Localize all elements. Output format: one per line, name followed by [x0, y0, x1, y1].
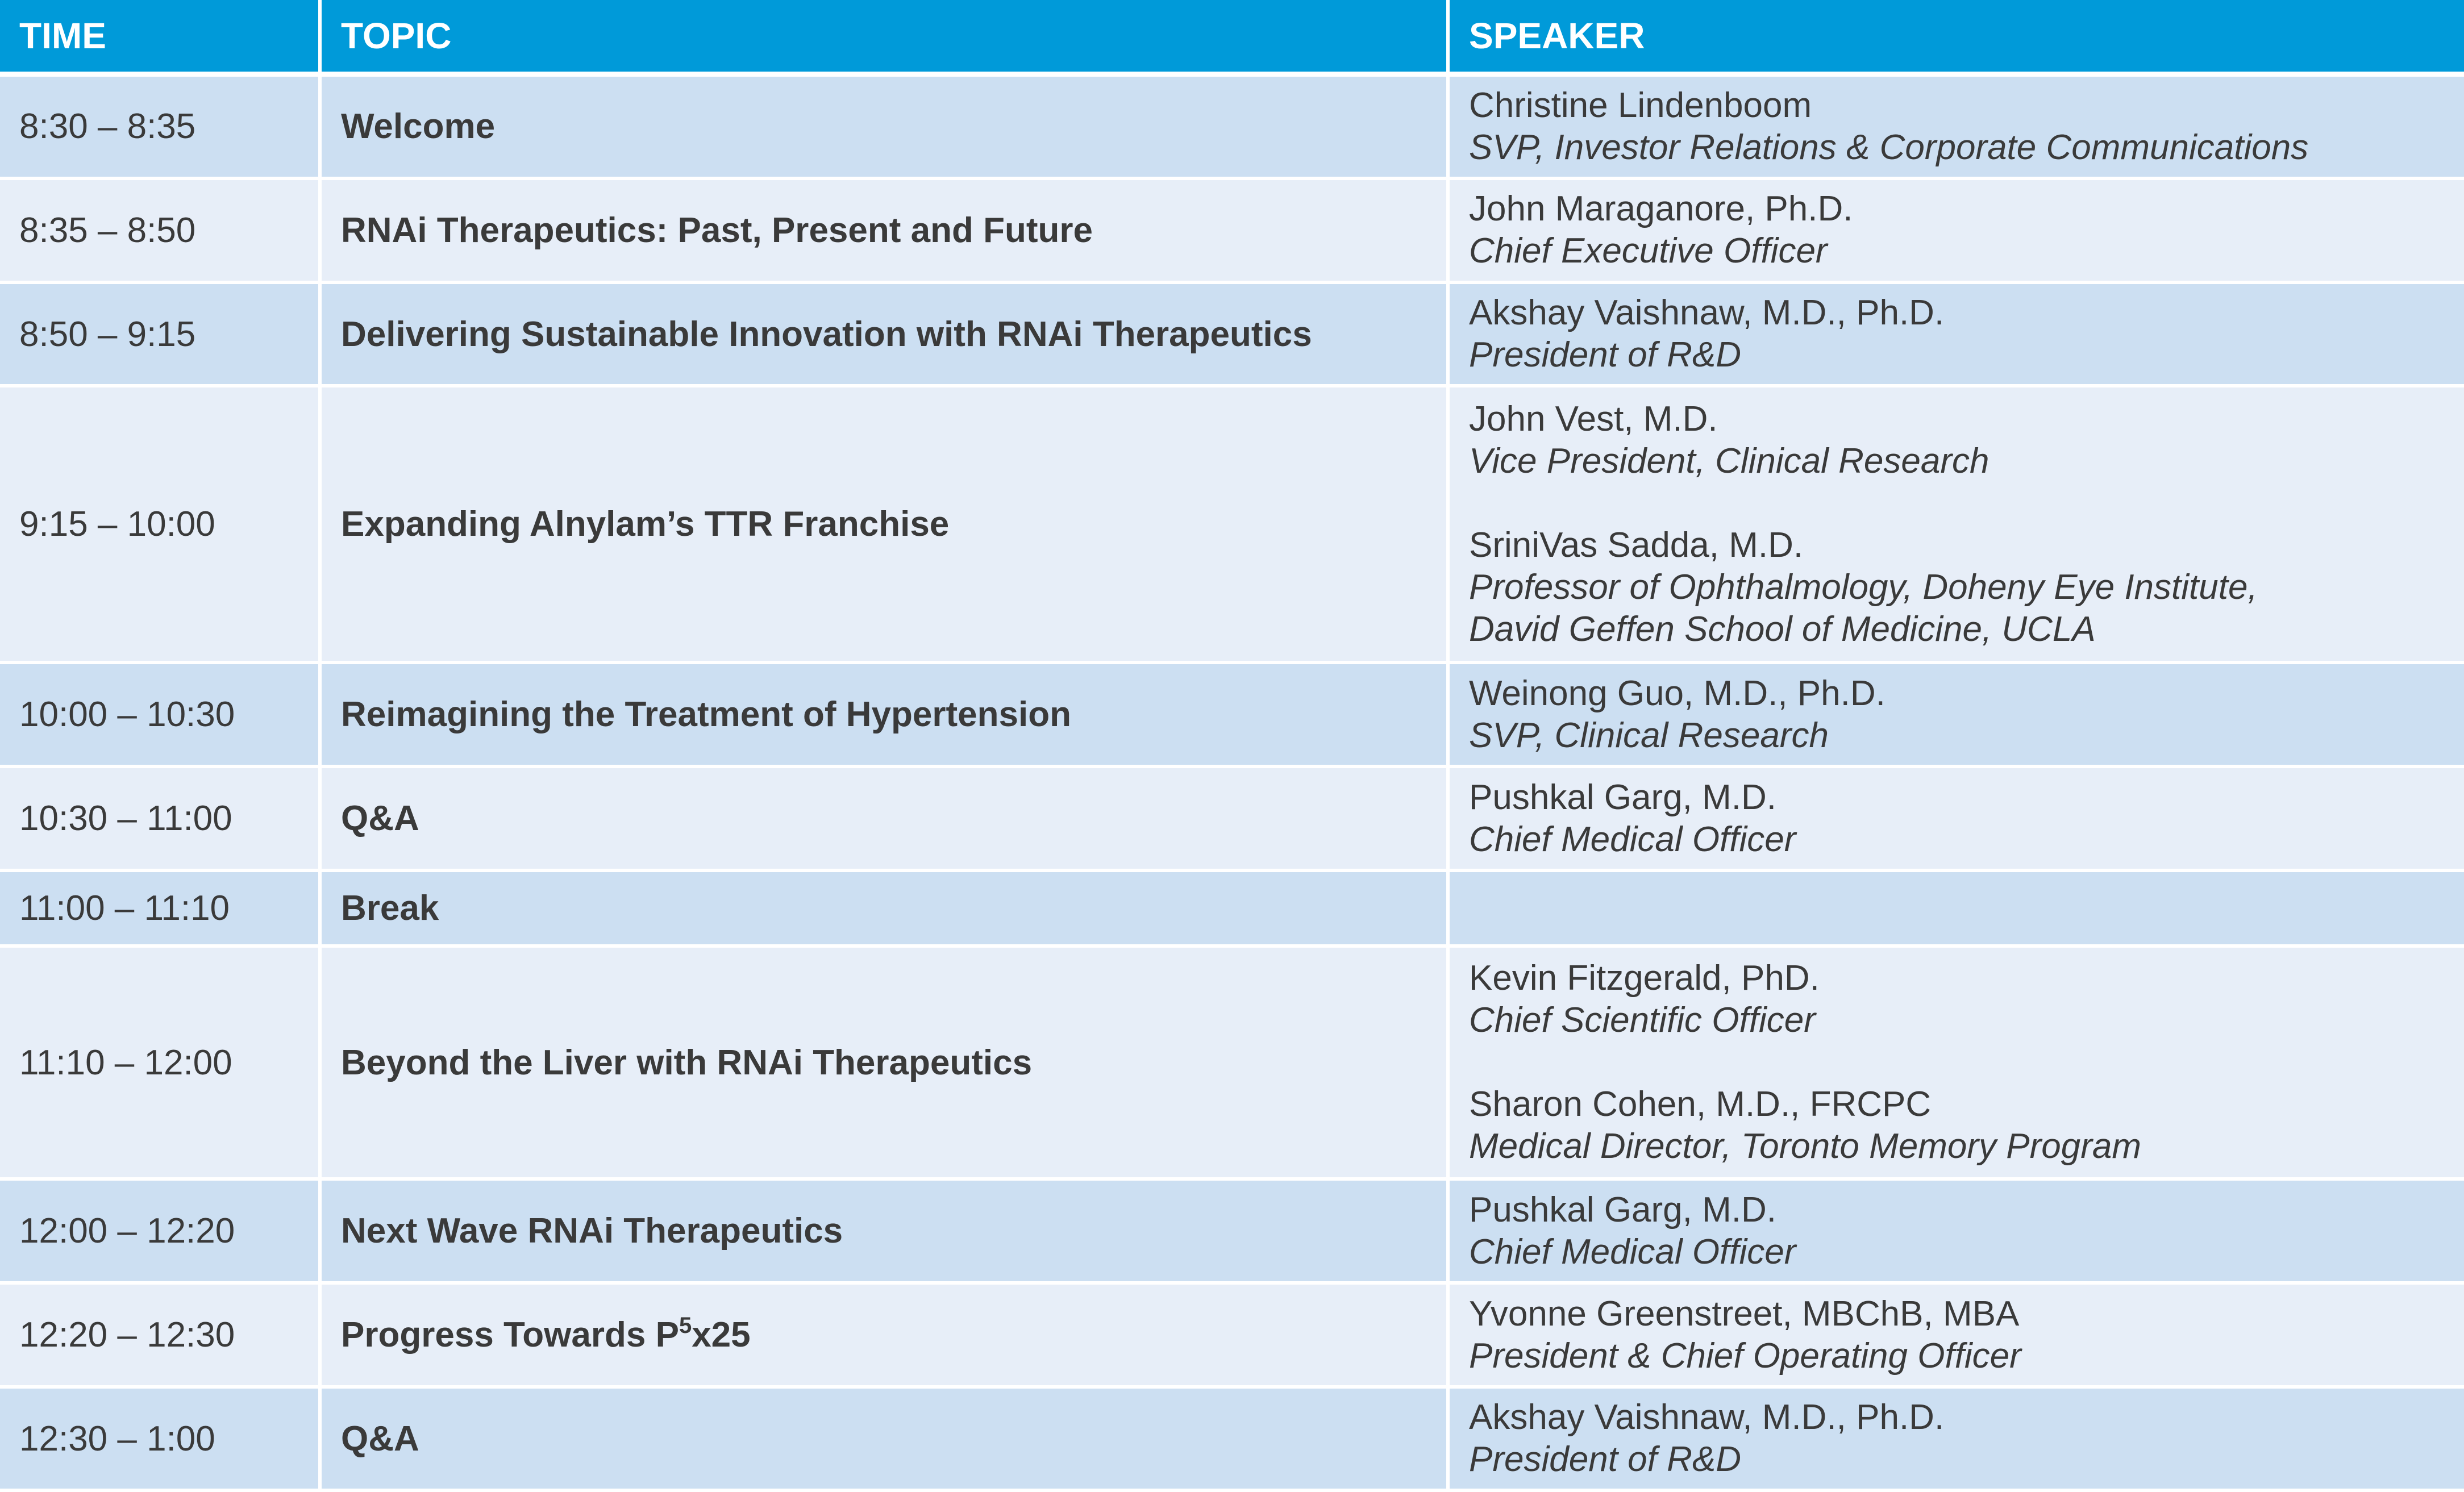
header-topic: TOPIC	[318, 0, 1446, 77]
speaker-spacer	[1469, 482, 2464, 524]
time-cell: 10:00 – 10:30	[0, 664, 318, 768]
speaker-cell	[1446, 77, 2464, 180]
topic-cell: Delivering Sustainable Innovation with RNAi Therapeutics	[318, 284, 1446, 388]
topic-cell: Expanding Alnylam’s TTR Franchise	[318, 387, 1446, 664]
agenda-row	[0, 387, 2464, 664]
agenda-row	[0, 1181, 2464, 1285]
speaker-cell	[1446, 664, 2464, 768]
agenda-row	[0, 77, 2464, 180]
agenda-row	[0, 1389, 2464, 1492]
speaker-name: Sharon Cohen, M.D., FRCPC	[1469, 1085, 1932, 1124]
header-row	[0, 0, 2464, 77]
topic-cell: Q&A	[318, 1389, 1446, 1492]
speaker-name: Akshay Vaishnaw, M.D., Ph.D.	[1469, 293, 1945, 333]
time-cell: 8:50 – 9:15	[0, 284, 318, 388]
speaker-role: President of R&D	[1469, 335, 1741, 375]
speaker-cell	[1446, 180, 2464, 284]
speaker-name: Pushkal Garg, M.D.	[1469, 777, 1776, 817]
speaker-cell	[1446, 387, 2464, 664]
agenda-row	[0, 664, 2464, 768]
speaker-role: Chief Medical Officer	[1469, 1232, 1796, 1272]
topic-cell: Q&A	[318, 768, 1446, 872]
time-cell: 9:15 – 10:00	[0, 387, 318, 664]
speaker-role: SVP, Clinical Research	[1469, 715, 1829, 755]
agenda-row	[0, 872, 2464, 948]
speaker-role: Chief Scientific Officer	[1469, 1001, 1816, 1040]
agenda-row	[0, 948, 2464, 1181]
speaker-name: Weinong Guo, M.D., Ph.D.	[1469, 673, 1886, 713]
header-speaker: SPEAKER	[1446, 0, 2464, 77]
time-cell: 12:00 – 12:20	[0, 1181, 318, 1285]
topic-superscript: 5	[679, 1313, 692, 1339]
speaker-role: SVP, Investor Relations & Corporate Communications	[1469, 127, 2309, 167]
time-cell: 12:20 – 12:30	[0, 1285, 318, 1389]
time-cell: 10:30 – 11:00	[0, 768, 318, 872]
speaker-name: Kevin Fitzgerald, PhD.	[1469, 958, 1820, 998]
speaker-role: President of R&D	[1469, 1440, 1741, 1480]
speaker-cell	[1446, 872, 2464, 948]
speaker-name: John Vest, M.D.	[1469, 399, 1718, 439]
time-cell: 8:35 – 8:50	[0, 180, 318, 284]
time-cell: 11:00 – 11:10	[0, 872, 318, 948]
speaker-cell	[1446, 1389, 2464, 1492]
speaker-role: Professor of Ophthalmology, Doheny Eye Institute,	[1469, 567, 2258, 607]
speaker-role: David Geffen School of Medicine, UCLA	[1469, 609, 2096, 649]
speaker-name: Christine Lindenboom	[1469, 85, 1812, 125]
topic-cell: RNAi Therapeutics: Past, Present and Future	[318, 180, 1446, 284]
speaker-name: Akshay Vaishnaw, M.D., Ph.D.	[1469, 1398, 1945, 1437]
speaker-cell	[1446, 284, 2464, 388]
agenda-row	[0, 768, 2464, 872]
speaker-cell	[1446, 1181, 2464, 1285]
speaker-cell	[1446, 1285, 2464, 1389]
topic-text: Progress Towards P	[341, 1315, 679, 1355]
speaker-spacer	[1469, 1041, 2464, 1083]
topic-text-suffix: x25	[692, 1315, 751, 1355]
time-cell: 8:30 – 8:35	[0, 77, 318, 180]
topic-cell: Reimagining the Treatment of Hypertension	[318, 664, 1446, 768]
agenda-row	[0, 284, 2464, 388]
topic-cell: Next Wave RNAi Therapeutics	[318, 1181, 1446, 1285]
agenda-row	[0, 180, 2464, 284]
speaker-role: President & Chief Operating Officer	[1469, 1336, 2021, 1376]
speaker-cell	[1446, 948, 2464, 1181]
agenda-row	[0, 1285, 2464, 1389]
topic-cell: Beyond the Liver with RNAi Therapeutics	[318, 948, 1446, 1181]
speaker-cell	[1446, 768, 2464, 872]
speaker-name: John Maraganore, Ph.D.	[1469, 189, 1853, 229]
speaker-role: Chief Executive Officer	[1469, 231, 1828, 271]
speaker-name: SriniVas Sadda, M.D.	[1469, 525, 1804, 565]
speaker-role: Vice President, Clinical Research	[1469, 441, 1989, 481]
topic-cell: Break	[318, 872, 1446, 948]
header-time: TIME	[0, 0, 318, 77]
speaker-name: Pushkal Garg, M.D.	[1469, 1190, 1776, 1230]
time-cell: 11:10 – 12:00	[0, 948, 318, 1181]
topic-cell	[318, 1285, 1446, 1389]
topic-cell: Welcome	[318, 77, 1446, 180]
speaker-name: Yvonne Greenstreet, MBChB, MBA	[1469, 1294, 2020, 1333]
speaker-role: Chief Medical Officer	[1469, 819, 1796, 859]
speaker-role: Medical Director, Toronto Memory Program	[1469, 1127, 2141, 1166]
time-cell: 12:30 – 1:00	[0, 1389, 318, 1492]
